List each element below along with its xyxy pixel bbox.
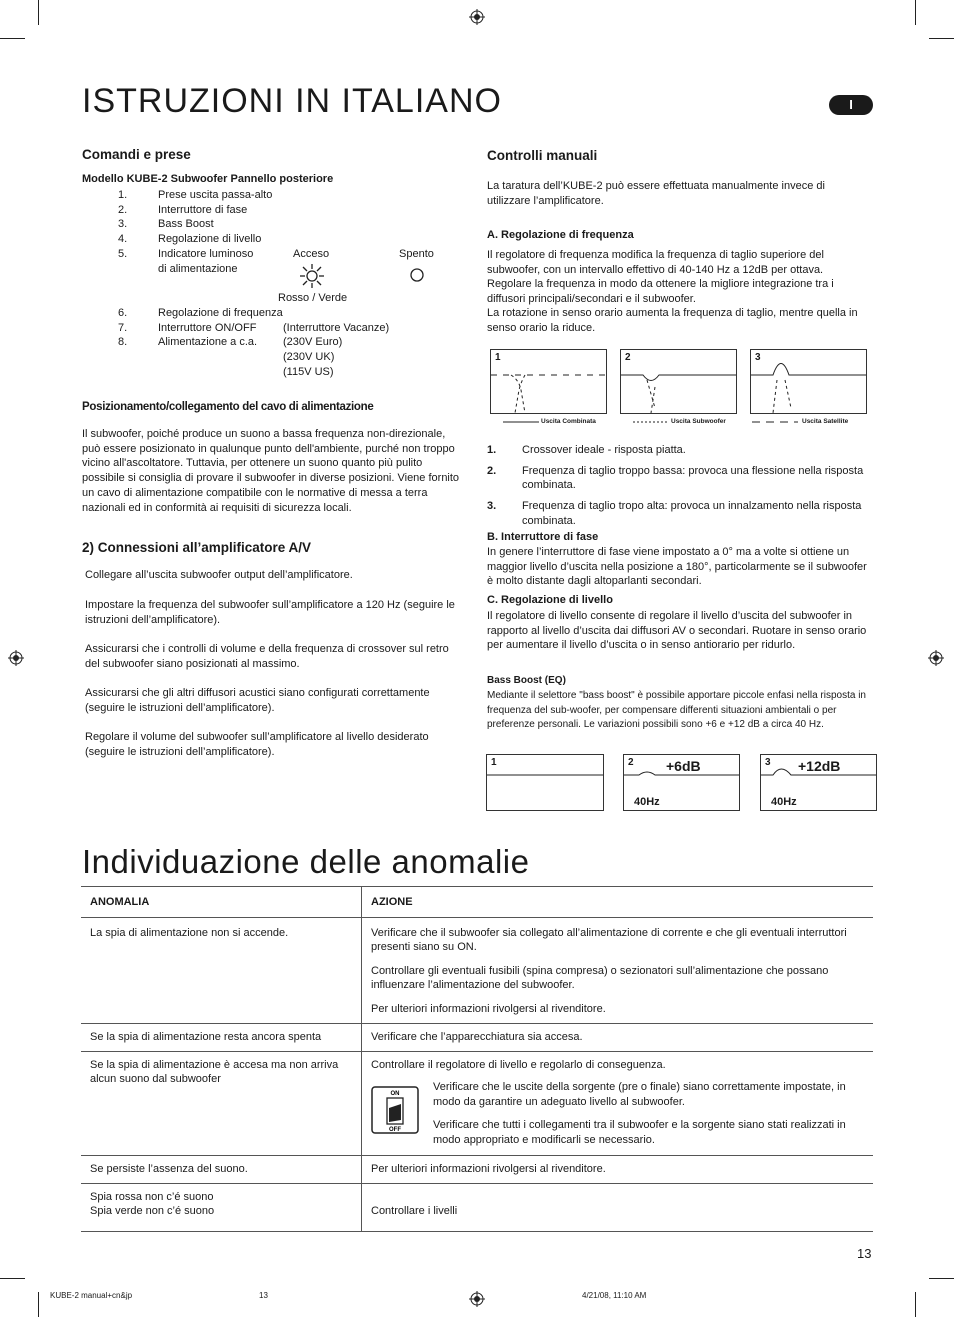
svg-text:ON: ON [390, 1091, 400, 1097]
controls-list [118, 188, 418, 276]
list-item: 1. Prese uscita passa-alto [118, 189, 273, 201]
action-text: Controllare il regolatore di livello e regolarlo di conseguenza. [371, 1058, 666, 1071]
boost-diagram-3: 3 +12dB 40Hz [760, 754, 877, 811]
conn-paragraph: Collegare all’uscita subwoofer output dell’amplificatore. [85, 569, 353, 581]
crop-mark [0, 38, 25, 39]
language-badge: I [829, 95, 873, 115]
problem-cell: Se persiste l’assenza del suono. [81, 1156, 362, 1184]
svg-text:OFF: OFF [389, 1127, 401, 1133]
registration-mark-icon [469, 1291, 485, 1307]
table-row [81, 1051, 873, 1156]
action-text: Controllare gli eventuali fusibili (spina compresa) o sezionatori sull’alimentazione che possano influenzare l’alimentazione del subwoofer. [371, 964, 829, 991]
comandi-heading: Comandi e prese [82, 147, 191, 162]
bass-boost-heading: Bass Boost (EQ) [487, 675, 566, 686]
boost-40hz-label: 40Hz [634, 796, 660, 808]
legend-solid-line [503, 418, 539, 426]
bass-boost-text: Mediante il selettore "bass boost" è possibile apportare piccole enfasi nella risposta in frequenza del sub-woofer, per compensare differenti situazioni ambientali o per preferenze personali. Le variazioni possibili sono +6 e +12 dB a circa 40 Hz. [487, 690, 866, 730]
crossover-points [487, 443, 869, 529]
list-item: 2. Frequenza di taglio troppo bassa: provoca una flessione nella risposta combinata. [487, 464, 864, 492]
conn-paragraph: Impostare la frequenza del subwoofer sull’amplificatore a 120 Hz (seguire le istruzioni dell’amplificatore). [85, 599, 455, 626]
list-item: 2. Interruttore di fase [118, 203, 248, 216]
column-header-azione: AZIONE [362, 887, 874, 918]
list-item: 3. Frequenza di taglio tropo alta: provoca un innalzamento nella risposta combinata. [487, 500, 862, 527]
controls-list-continued [118, 306, 438, 380]
action-text: Verificare che il subwoofer sia collegato all’alimentazione di corrente e che gli eventuali interruttori presenti siano su ON. [371, 926, 847, 953]
list-item: 5. Indicatore luminoso [118, 247, 254, 260]
list-item: di alimentazione [158, 262, 238, 275]
conn-paragraph: Assicurarsi che gli altri diffusori acustici siano configurati correttamente (seguire le istruzioni dell’amplificatore). [85, 687, 430, 714]
crop-mark [929, 1278, 954, 1279]
action-text: Per ulteriori informazioni rivolgersi al rivenditore. [371, 1002, 606, 1015]
boost-40hz-label: 40Hz [771, 796, 797, 808]
legend-dashed-line [752, 418, 798, 426]
crop-mark [929, 38, 954, 39]
boost-6db-label: +6dB [666, 758, 701, 774]
action-text: Per ulteriori informazioni rivolgersi al rivenditore. [362, 1156, 874, 1184]
list-item: 7. Interruttore ON/OFF (Interruttore Vacanze) [118, 321, 390, 334]
crossover-diagram-2: 2 [620, 349, 737, 414]
problem-text: Spia rossa non c’é suono [90, 1190, 214, 1203]
posiz-heading: Posizionamento/collegamento del cavo di alimentazione [82, 401, 374, 413]
crossover-diagram-1: 1 [490, 349, 607, 414]
list-item: 3. Bass Boost [118, 218, 214, 231]
led-on-icon [300, 264, 324, 288]
conn-paragraph: Regolare il volume del subwoofer sull’amplificatore al livello desiderato (seguire le istruzioni dell’amplificatore). [85, 731, 429, 758]
crossover-diagram-3: 3 [750, 349, 867, 414]
problem-cell: Se la spia di alimentazione è accesa ma non arriva alcun suono dal subwoofer [81, 1051, 362, 1156]
problem-cell: Se la spia di alimentazione resta ancora spenta [81, 1024, 362, 1052]
phase-heading: B. Interruttore di fase [487, 531, 599, 543]
action-text: Verificare che tutti i collegamenti tra il subwoofer e la sorgente siano stati realizzati in modo appropriato e modificarli se necessario. [433, 1119, 846, 1146]
crop-mark [38, 1292, 39, 1317]
registration-mark-icon [928, 650, 944, 666]
legend-combinata: Uscita Combinata [541, 418, 596, 425]
acceso-label: Acceso [293, 248, 330, 260]
led-off-icon [409, 267, 425, 283]
posiz-text: Il subwoofer, poiché produce un suono a bassa frequenza non-direzionale, può essere posizionato in qualunque punto dell'ambiente, purché non troppo vicino all'ascoltatore. Tuttavia, per ottenere un suono quanto più pulito possibile si consiglia di provare il subwoofer in diverse posizioni. Viene fornito un cavo di alimentazione compatibile con le normative di messa a terra nazionali ed in conformità ai requisiti di sicurezza locali. [82, 428, 460, 514]
crop-mark [38, 0, 39, 25]
list-item: 8. Alimentazione a c.a. (230V Euro) [118, 336, 343, 349]
table-row [81, 917, 873, 1024]
list-item: 1. Crossover ideale - risposta piatta. [487, 444, 686, 456]
conn-paragraph: Assicurarsi che i controlli di volume e della frequenza di crossover sul retro del subwoofer siano posizionati al massimo. [85, 643, 449, 670]
column-header-anomalia: ANOMALIA [81, 887, 362, 918]
boost-12db-label: +12dB [798, 758, 841, 774]
phase-text: In genere l’interruttore di fase viene impostato a 0° ma a volte si ottiene un maggior livello d’uscita nella posizione a 180°, particolarmente se il subwoofer è molto distante dagli altoparlanti secondari. [487, 546, 867, 588]
spento-label: Spento [399, 248, 434, 260]
table-row [81, 1024, 873, 1052]
table-row [81, 1183, 873, 1231]
page-title: ISTRUZIONI IN ITALIANO [82, 82, 502, 120]
level-text: Il regolatore di livello consente di regolare il livello d’uscita del subwoofer in rapporto al livello d’uscita dai diffusori AV o secondari. Ruotare in senso orario per aumentare il livello d’uscita o in senso antiorario per ridurlo. [487, 610, 867, 652]
action-text: Verificare che l’apparecchiatura sia accesa. [362, 1024, 874, 1052]
crop-mark [0, 1278, 25, 1279]
footer-file: KUBE-2 manual+cn&jp [50, 1291, 133, 1300]
crop-mark [915, 0, 916, 25]
freq-text: Il regolatore di frequenza modifica la frequenza di taglio superiore del subwoofer, con un intervallo effettivo di 40-140 Hz a 12dB per ottava. Regolare la frequenza in modo da ottenere la migliore integrazione tra i diffusori principali/secondari e il subwoofer. [487, 249, 834, 306]
controlli-intro: La taratura dell’KUBE-2 può essere effettuata manualmente invece di utilizzare l’amplificatore. [487, 180, 825, 207]
table-header-row [81, 887, 873, 918]
freq-text-2: La rotazione in senso orario aumenta la frequenza di taglio, mentre quella in senso orario la riduce. [487, 307, 858, 334]
list-item: 4. Regolazione di livello [118, 233, 262, 246]
action-text: Controllare i livelli [362, 1183, 874, 1231]
level-heading: C. Regolazione di livello [487, 594, 613, 606]
action-text: Verificare che le uscite della sorgente (pre o finale) siano correttamente impostate, in modo da garantire un adeguato livello al subwoofer. [433, 1081, 846, 1108]
registration-mark-icon [8, 650, 24, 666]
list-item: (115V US) [283, 365, 334, 378]
list-item: (230V UK) [283, 351, 335, 364]
anomalie-title: Individuazione delle anomalie [82, 843, 530, 880]
anomalie-table [81, 886, 873, 1232]
freq-heading: A. Regolazione di frequenza [487, 229, 634, 241]
crop-mark [915, 1292, 916, 1317]
page-number: 13 [857, 1246, 872, 1261]
problem-text: Spia verde non c’é suono [90, 1205, 215, 1217]
table-row [81, 1156, 873, 1184]
legend-dotted-line [633, 418, 669, 426]
boost-diagram-1: 1 [486, 754, 604, 811]
list-item: 6. Regolazione di frequenza [118, 307, 283, 319]
footer-page: 13 [259, 1291, 268, 1300]
footer-date: 4/21/08, 11:10 AM [582, 1291, 647, 1300]
problem-cell: La spia di alimentazione non si accende. [81, 917, 362, 1024]
controlli-heading: Controlli manuali [487, 148, 598, 163]
legend-subwoofer: Uscita Subwoofer [671, 418, 726, 425]
rosso-verde-label: Rosso / Verde [278, 292, 348, 304]
registration-mark-icon [469, 9, 485, 25]
boost-diagram-2: 2 +6dB 40Hz [623, 754, 740, 811]
legend-satellite: Uscita Satellite [802, 418, 849, 425]
model-line: Modello KUBE-2 Subwoofer Pannello posteriore [82, 173, 334, 185]
power-switch-icon [371, 1086, 419, 1134]
conn-heading: 2) Connessioni all’amplificatore A/V [82, 540, 312, 555]
